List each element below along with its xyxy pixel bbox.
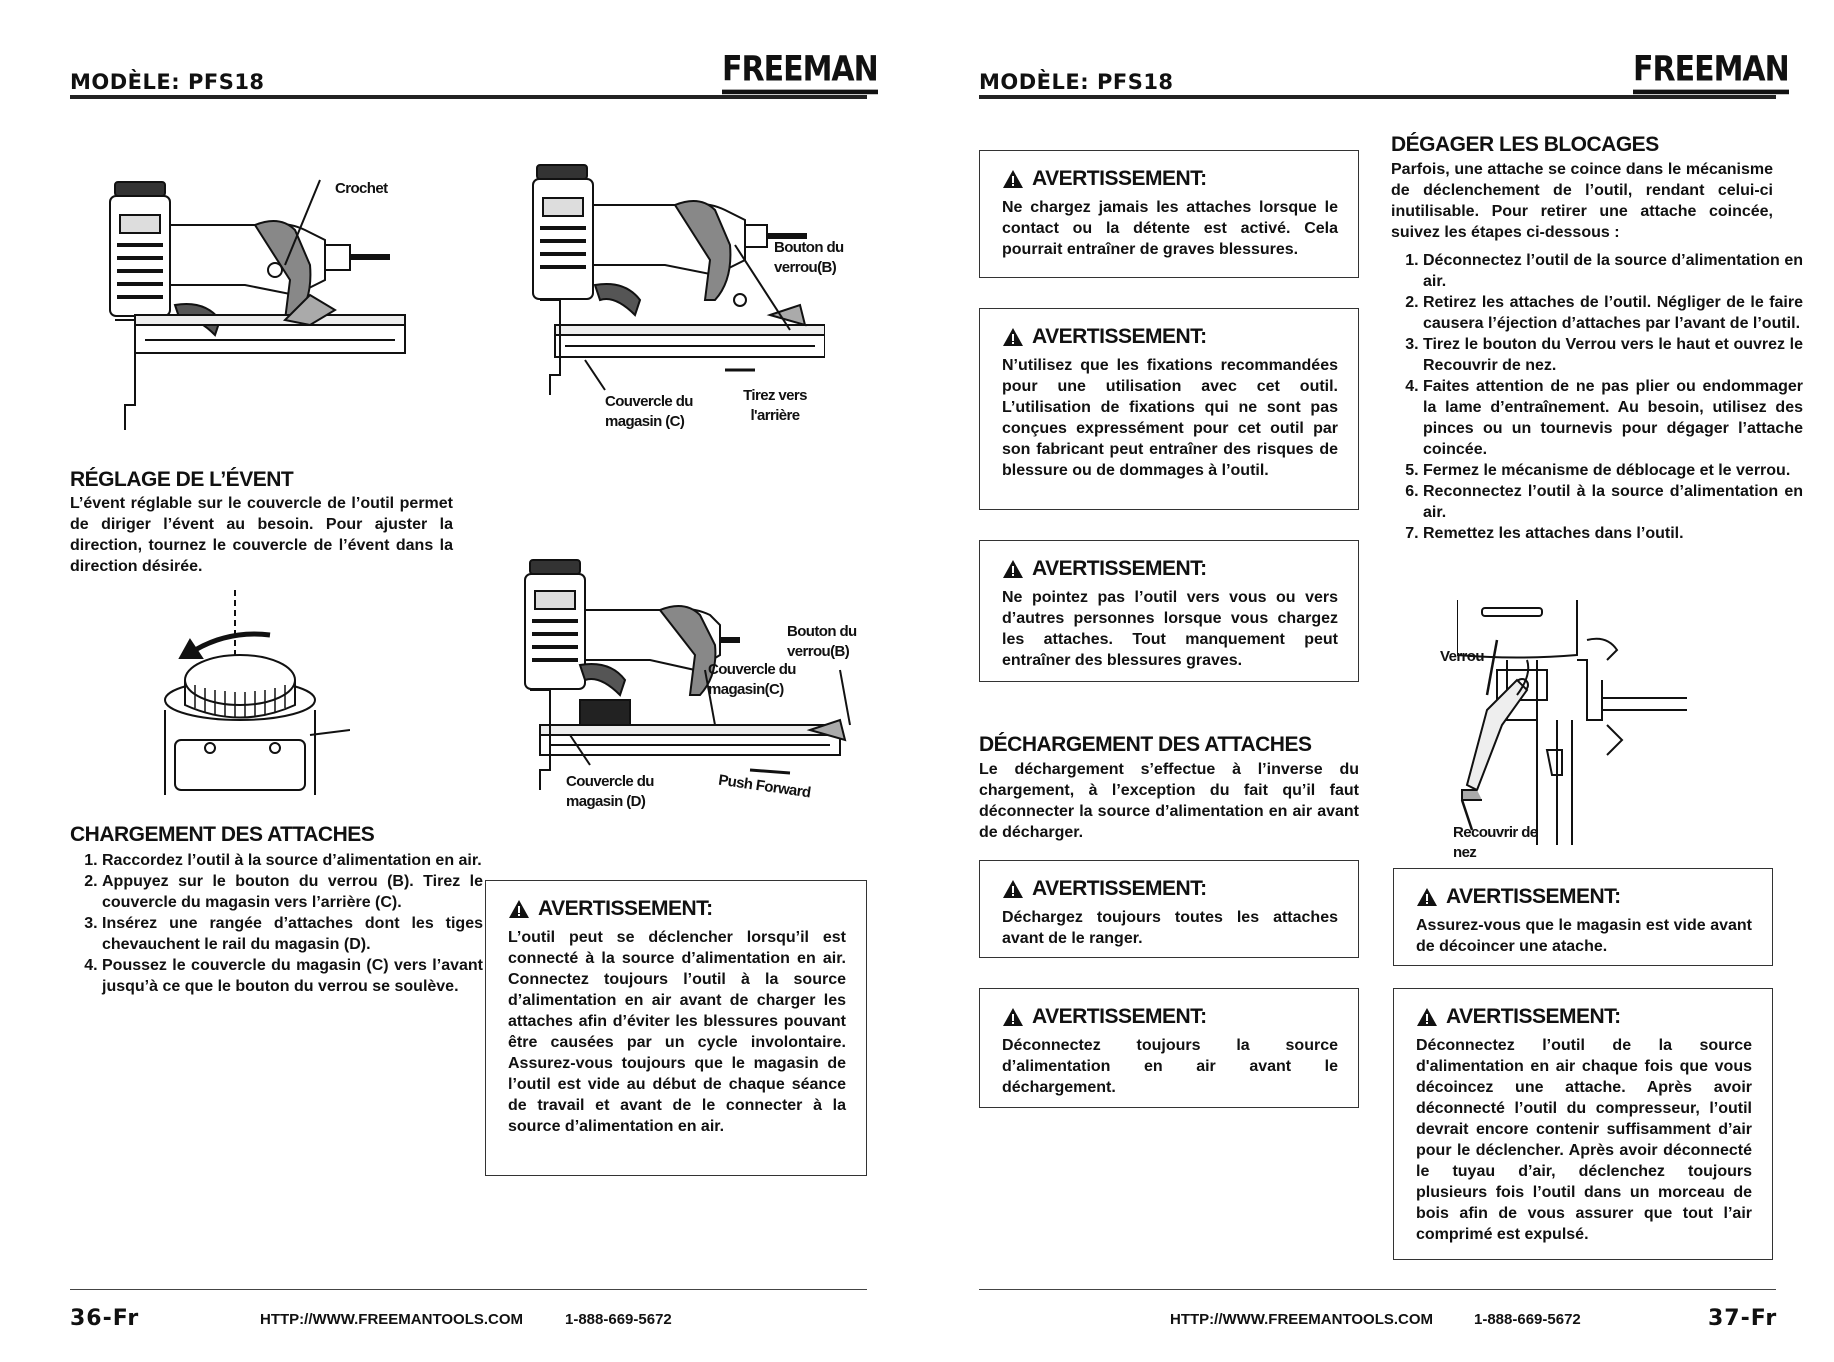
model-heading: MODÈLE: PFS18	[70, 70, 265, 94]
footer-url: HTTP://WWW.FREEMANTOOLS.COM	[260, 1311, 524, 1328]
warning-icon	[1002, 327, 1024, 347]
jams-step: 2. Retirez les attaches de l’outil. Négliger de le faire causera l’éjection d’attaches par l’avant de l’outil.	[1423, 292, 1803, 334]
exhaust-text: L’évent réglable sur le couvercle de l’outil permet de diriger l’évent au besoin. Pour ajuster la direction, tournez le couvercle de l’évent dans la direction désirée.	[70, 495, 453, 575]
latch-label: Verrou	[1440, 648, 1484, 665]
nailer-hook-illustration	[95, 170, 425, 430]
warning-title: AVERTISSEMENT:	[1032, 325, 1207, 348]
jams-heading: DÉGAGER LES BLOCAGES	[1391, 133, 1659, 156]
page-number: 36-Fr	[70, 1306, 140, 1331]
warning-title: AVERTISSEMENT:	[1032, 1005, 1207, 1028]
jams-step: 5. Fermez le mécanisme de déblocage et le verrou.	[1423, 460, 1803, 481]
warning-text: L’outil peut se déclencher lorsqu’il est connecté à la source d’alimentation en air. Connectez toujours l’outil à la source d’alimentation en air avant de charger les attaches afin d’éviter les blessures pouvant être causées par un cycle involontaire. Assurez-vous toujours que le magasin de l’outil est vide au début de chaque séance de travail et avant de le connecter à la source d’alimentation en air.	[508, 929, 846, 1135]
jams-step: 7. Remettez les attaches dans l’outil.	[1423, 523, 1803, 544]
jams-step: 4. Faites attention de ne pas plier ou endommager la lame d’entraînement. Au besoin, utilisez des pinces ou un tournevis pour dégager l’attache coincée.	[1423, 376, 1803, 460]
exhaust-cap-illustration	[150, 590, 350, 795]
magazine-cover-c-label-2: Couvercle du magasin(C)	[708, 661, 796, 698]
freeman-logo	[722, 49, 878, 89]
nose-label: Recouvrir de nez	[1453, 824, 1538, 861]
warning-icon	[1002, 1007, 1024, 1027]
warning-icon	[508, 899, 530, 919]
warning-icon	[1416, 887, 1438, 907]
warning-title: AVERTISSEMENT:	[538, 897, 713, 920]
warning-title: AVERTISSEMENT:	[1446, 885, 1621, 908]
loading-heading: CHARGEMENT DES ATTACHES	[70, 823, 375, 846]
warning-title: AVERTISSEMENT:	[1032, 557, 1207, 580]
push-forward-label: Push Forward	[717, 771, 812, 802]
right-page	[917, 0, 1834, 1362]
warning-icon	[1002, 879, 1024, 899]
lock-button-label: Bouton du verrou(B)	[774, 239, 844, 276]
warning-text: Assurez-vous que le magasin est vide avant de décoincer une atache.	[1416, 917, 1752, 955]
loading-step: 1. Raccordez l’outil à la source d’alimentation en air.	[102, 850, 483, 871]
unloading-heading: DÉCHARGEMENT DES ATTACHES	[979, 733, 1312, 756]
loading-warning-box	[485, 880, 867, 1176]
page-number: 37-Fr	[1708, 1306, 1778, 1331]
lock-button-label-2: Bouton du verrou(B)	[787, 623, 857, 660]
footer-phone: 1-888-669-5672	[565, 1311, 672, 1328]
warning-text: Déchargez toujours toutes les attaches avant de le ranger.	[1002, 909, 1338, 947]
nailer-pull-back-illustration	[525, 160, 825, 400]
freeman-logo	[1633, 49, 1789, 89]
warning-box-2	[979, 308, 1359, 510]
exhaust-heading: RÉGLAGE DE L’ÉVENT	[70, 468, 294, 491]
loading-steps	[72, 850, 483, 997]
loading-step: 3. Insérez une rangée d’attaches dont les tiges chevauchent le rail du magasin (D).	[102, 913, 483, 955]
warning-box-5	[979, 988, 1359, 1108]
magazine-cover-d-label: Couvercle du magasin (D)	[566, 773, 654, 810]
warning-icon	[1002, 559, 1024, 579]
warning-title: AVERTISSEMENT:	[1446, 1005, 1621, 1028]
logo-text: FREEMAN	[1633, 49, 1789, 94]
warning-text: Déconnectez l’outil de la source d'alimentation en air chaque fois que vous décoincez une attache. Après avoir déconnecté l’outil du compresseur, l’outil devrait encore contenir suffisamment d’air pour le déclencher. Après avoir déconnecté le tuyau d’air, déclenchez toujours plusieurs fois l’outil dans un morceau de bois afin de vous assurer que tout l’air comprimé est expulsé.	[1416, 1037, 1752, 1243]
jams-step: 6. Reconnectez l’outil à la source d’alimentation en air.	[1423, 481, 1803, 523]
warning-text: Ne chargez jamais les attaches lorsque le contact ou la détente est activé. Cela pourrait entraîner de graves blessures.	[1002, 199, 1338, 258]
jams-step: 3. Tirez le bouton du Verrou vers le haut et ouvrez le Recouvrir de nez.	[1423, 334, 1803, 376]
logo-text: FREEMAN	[722, 49, 878, 94]
warning-title: AVERTISSEMENT:	[1032, 877, 1207, 900]
pull-back-label: Tirez vers l'arrière	[743, 387, 807, 424]
footer-rule	[979, 1289, 1776, 1290]
warning-box-6	[1393, 868, 1773, 966]
nose-latch-illustration	[1457, 600, 1687, 845]
warning-text: Déconnectez toujours la source d’alimentation en air avant le déchargement.	[1002, 1037, 1338, 1096]
model-heading: MODÈLE: PFS18	[979, 70, 1174, 94]
warning-text: N’utilisez que les fixations recommandées pour une utilisation avec cet outil. L’utilisation de fixations qui ne sont pas conçues expressément pour cet outil par son fabricant peut entraîner des risques de blessure ou de dommages à l’outil.	[1002, 357, 1338, 479]
warning-icon	[1002, 169, 1024, 189]
warning-box-7	[1393, 988, 1773, 1260]
warning-box-3	[979, 540, 1359, 682]
magazine-cover-c-label: Couvercle du magasin (C)	[605, 393, 693, 430]
warning-box-1	[979, 150, 1359, 278]
loading-step: 4. Poussez le couvercle du magasin (C) vers l’avant jusqu’à ce que le bouton du verrou se soulève.	[102, 955, 483, 997]
warning-text: Ne pointez pas l’outil vers vous ou vers d’autres personnes lorsque vous chargez les attaches. Tout manquement peut entraîner des blessures graves.	[1002, 589, 1338, 669]
header-rule	[70, 95, 867, 99]
footer-phone: 1-888-669-5672	[1474, 1311, 1581, 1328]
jams-intro: Parfois, une attache se coince dans le mécanisme de déclenchement de l’outil, rendant celui-ci inutilisable. Pour retirer une attache coincée, suivez les étapes ci-dessous :	[1391, 161, 1773, 241]
jams-steps	[1393, 250, 1803, 544]
footer-rule	[70, 1289, 867, 1290]
warning-icon	[1416, 1007, 1438, 1027]
jams-step: 1. Déconnectez l’outil de la source d’alimentation en air.	[1423, 250, 1803, 292]
unloading-text: Le déchargement s’effectue à l’inverse du chargement, à l’exception du fait qu’il faut déconnecter la source d’alimentation en air avant de décharger.	[979, 761, 1359, 841]
warning-box-4	[979, 860, 1359, 958]
hook-label: Crochet	[335, 180, 388, 197]
loading-step: 2. Appuyez sur le bouton du verrou (B). Tirez le couvercle du magasin vers l’arrière (C).	[102, 871, 483, 913]
warning-title: AVERTISSEMENT:	[1032, 167, 1207, 190]
footer-url: HTTP://WWW.FREEMANTOOLS.COM	[1170, 1311, 1434, 1328]
header-rule	[979, 95, 1776, 99]
